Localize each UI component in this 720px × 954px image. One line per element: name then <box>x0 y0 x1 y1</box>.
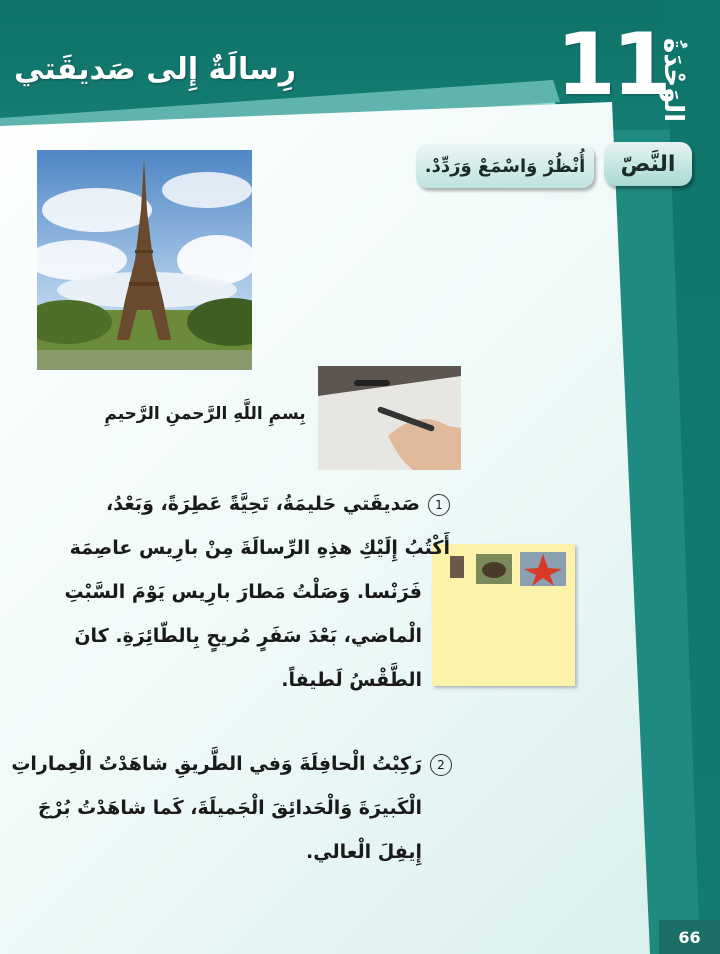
page-number: 66 <box>659 920 720 954</box>
paragraph-1-line-3 <box>64 570 422 614</box>
paragraph-number: 2 <box>430 754 452 776</box>
hand-writing-photo <box>318 366 461 470</box>
lesson-title: رِسالَةٌ إِلى صَديقَتي <box>14 52 297 87</box>
paragraph-1-line-4 <box>74 614 422 658</box>
eiffel-tower-photo <box>37 150 252 370</box>
paragraph-2-line-2 <box>37 786 422 830</box>
paragraph-text: فَرَنْسا. وَصَلْتُ مَطارَ بارِيس يَوْمَ السَّبْتِ <box>64 581 422 603</box>
paragraph-number: 1 <box>428 494 450 516</box>
paragraph-2-line-3 <box>86 830 422 874</box>
paragraph-text: صَديقَتي حَليمَةُ، تَحِيَّةً عَطِرَةً، وَبَعْدُ، <box>106 493 420 515</box>
unit-label: الوَحْدَةُ <box>658 38 688 123</box>
instruction-label: أُنْظُرْ وَاسْمَعْ وَرَدِّدْ. <box>416 144 594 188</box>
paragraph-text: الْكَبيرَةَ وَالْحَدائِقَ الْجَميلَةَ، كَما شاهَدْتُ بُرْجَ <box>37 797 422 819</box>
paragraph-text: إِيفِلَ الْعالي. <box>306 841 422 863</box>
paragraph-line <box>106 482 450 526</box>
unit-number: 11 <box>556 15 668 115</box>
paragraph-2 <box>11 742 452 786</box>
paragraph-line <box>11 742 452 786</box>
paragraph-1-line-5 <box>96 658 422 702</box>
section-label: النَّصّ <box>604 142 692 186</box>
paragraph-1-line-2 <box>69 526 450 570</box>
paragraph-1 <box>106 482 450 526</box>
paragraph-text: رَكِبْتُ الْحافِلَةَ وَفي الطَّريقِ شاهَدْتُ الْعِماراتِ <box>11 753 422 775</box>
paragraph-text: الْماضي، بَعْدَ سَفَرٍ مُريحٍ بِالطّائِرَةِ. كانَ <box>74 625 422 647</box>
paragraph-text: الطَّقْسُ لَطيفاً. <box>281 669 422 691</box>
envelope-with-stamps <box>432 544 575 686</box>
basmala: بِسمِ اللَّهِ الرَّحمنِ الرَّحيمِ <box>104 404 306 424</box>
paragraph-text: أَكْتُبُ إِلَيْكِ هذِهِ الرِّسالَةَ مِنْ بارِيس عاصِمَة <box>69 537 450 559</box>
